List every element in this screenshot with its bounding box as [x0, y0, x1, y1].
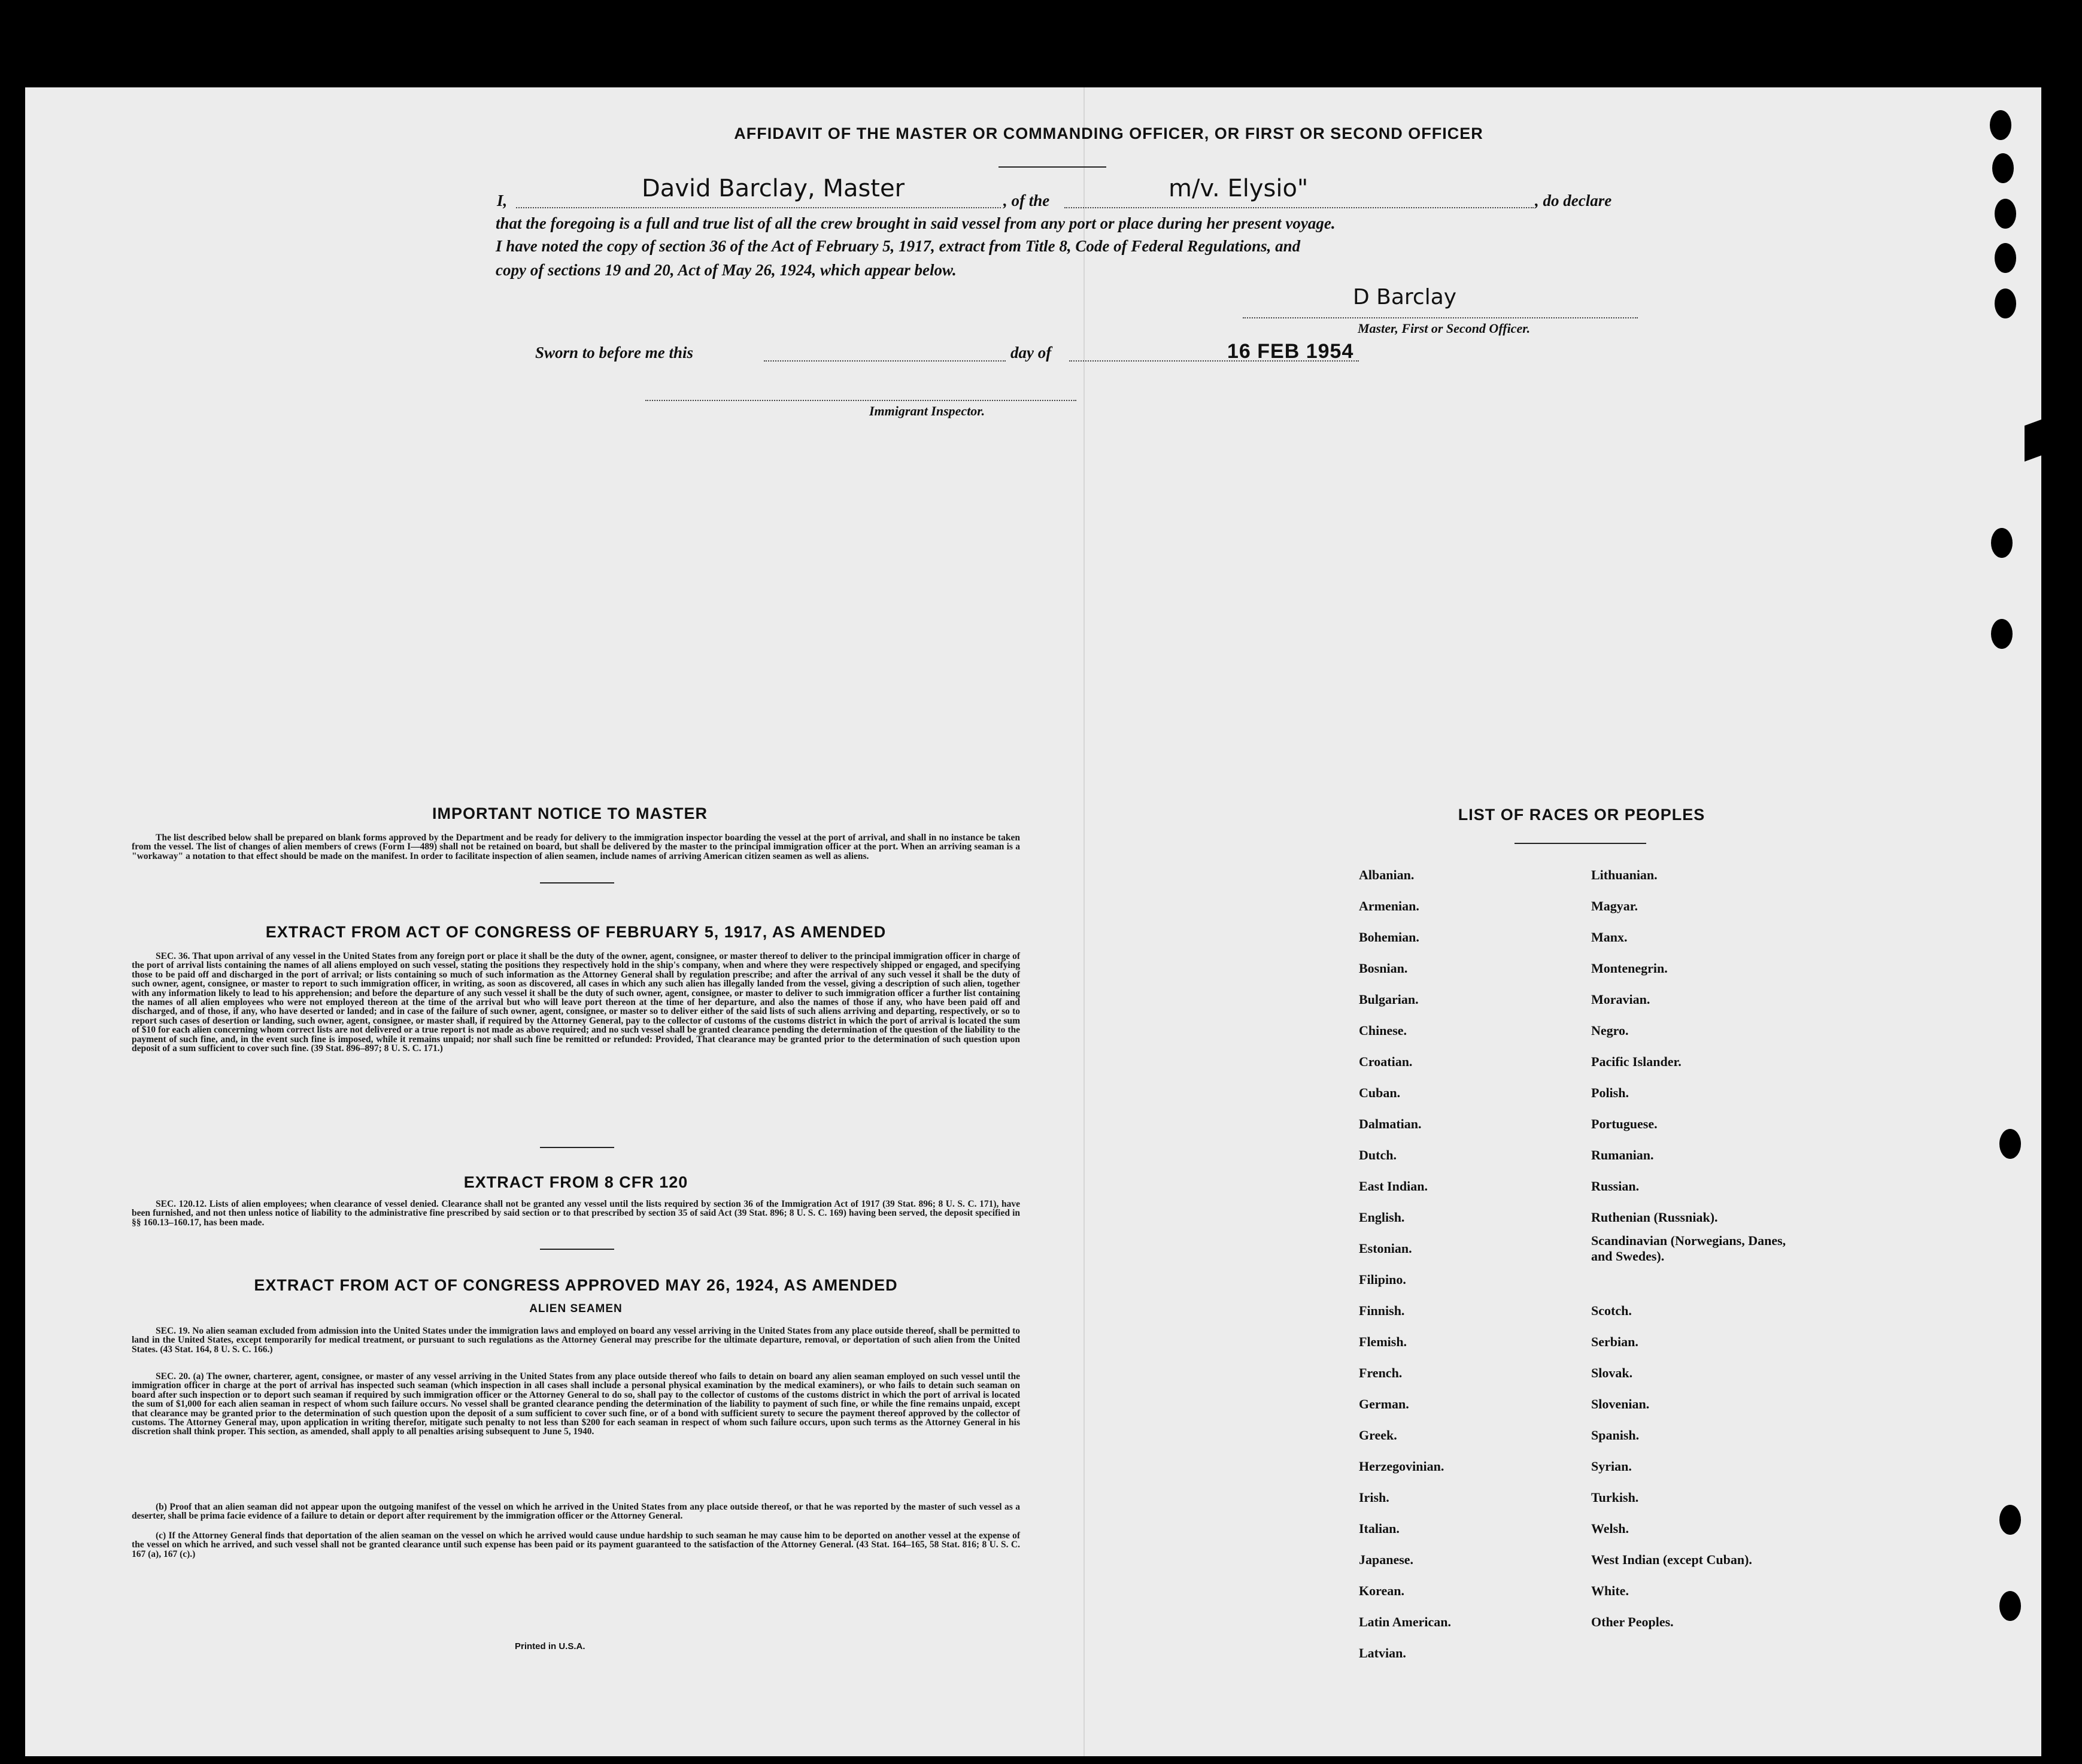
punch-hole — [1992, 153, 2014, 183]
sworn-day-line — [764, 360, 1006, 362]
declaration-line-2: that the foregoing is a full and true list of all the crew brought in said vessel from any port or place during her present voyage. — [496, 214, 1336, 232]
inspector-signature-line — [645, 400, 1076, 401]
notice-body: The list described below shall be prepared on blank forms approved by the Department and be ready for delivery to the immigration inspector boarding the vessel at the port of arrival, and shall in no instance be taken from the vessel. The list of changes of alien members of crews (Form I—489) shall not be retained on board, but shall be delivered by the master to the principal immigration officer at the port. When an arriving seaman is a "workaway" a notation to that effect should be made on the manifest. In order to facilitate inspection of alien seamen, include names of arriving American citizen seamen as well as aliens. — [132, 833, 1020, 861]
race-item: Manx. — [1591, 930, 1628, 945]
race-item: Scandinavian (Norwegians, Danes, and Swedes). — [1591, 1233, 1786, 1264]
race-item: Pacific Islander. — [1591, 1054, 1682, 1069]
race-item: French. — [1359, 1365, 1403, 1380]
race-item: Ruthenian (Russniak). — [1591, 1210, 1718, 1225]
race-item: Albanian. — [1359, 867, 1415, 882]
race-item: German. — [1359, 1396, 1409, 1411]
race-item: Bulgarian. — [1359, 992, 1419, 1007]
extract-1924-subtitle: ALIEN SEAMEN — [529, 1302, 623, 1315]
races-column-1 — [1359, 860, 1574, 1669]
master-signature: D Barclay — [1353, 285, 1457, 309]
race-item: Spanish. — [1591, 1428, 1640, 1443]
race-item: Welsh. — [1591, 1521, 1629, 1536]
race-item: Latin American. — [1359, 1614, 1451, 1629]
race-item: Moravian. — [1591, 992, 1650, 1007]
page-fold — [1084, 87, 1085, 1756]
race-item: East Indian. — [1359, 1179, 1428, 1194]
race-item: Scotch. — [1591, 1303, 1632, 1318]
master-name-handwritten: David Barclay, Master — [642, 175, 905, 202]
declaration-do-declare: , do declare — [1535, 192, 1612, 210]
extract-1924-sec20b: (b) Proof that an alien seaman did not appear upon the outgoing manifest of the vessel on which he arrived in the United States from any place outside thereof, or that he was reported by the master of such vessel as a deserter, shall be prima facie evidence of a failure to detain or deport after requirement by the immigration officer or the Attorney General. — [132, 1502, 1020, 1522]
race-item: Japanese. — [1359, 1552, 1414, 1567]
inspector-caption: Immigrant Inspector. — [869, 403, 985, 418]
race-item: Herzegovinian. — [1359, 1459, 1444, 1474]
punch-hole — [1999, 1591, 2021, 1621]
race-item: Slovak. — [1591, 1365, 1633, 1380]
notice-title: IMPORTANT NOTICE TO MASTER — [432, 804, 708, 822]
race-item: Bosnian. — [1359, 961, 1408, 976]
extract-1924-sec19: SEC. 19. No alien seaman excluded from admission into the United States under the immigration laws and employed on board any vessel arriving in the United States from any place outside thereof, shall be permitted to land in the United States, except temporarily for medical treatment, or pursuant to such regulations as the Attorney General may prescribe for the ultimate departure, removal, or deportation of such alien from the United States. (43 Stat. 164, 8 U. S. C. 166.) — [132, 1326, 1020, 1355]
extract-cfr-title: EXTRACT FROM 8 CFR 120 — [463, 1173, 688, 1191]
vessel-field-line — [1064, 207, 1534, 208]
race-item: Croatian. — [1359, 1054, 1413, 1069]
race-item: Montenegrin. — [1591, 961, 1668, 976]
race-item: Rumanian. — [1591, 1147, 1654, 1162]
race-item: Korean. — [1359, 1583, 1404, 1598]
races-title: LIST OF RACES OR PEOPLES — [1458, 806, 1705, 824]
signature-line — [1243, 317, 1638, 318]
race-item: Latvian. — [1359, 1645, 1406, 1660]
race-item: Other Peoples. — [1591, 1614, 1674, 1629]
race-item: Magyar. — [1591, 898, 1638, 913]
punch-hole — [1991, 619, 2013, 649]
punch-hole — [1999, 1505, 2021, 1535]
race-item: Dutch. — [1359, 1147, 1397, 1162]
race-item: Syrian. — [1591, 1459, 1632, 1474]
divider — [998, 166, 1106, 168]
race-item: Cuban. — [1359, 1085, 1401, 1100]
punch-hole — [1990, 110, 2011, 140]
race-item: Bohemian. — [1359, 930, 1419, 945]
punch-hole — [1995, 243, 2016, 273]
race-item: Negro. — [1591, 1023, 1629, 1038]
race-item: Lithuanian. — [1591, 867, 1658, 882]
extract-1924-title: EXTRACT FROM ACT OF CONGRESS APPROVED MAY 26, 1924, AS AMENDED — [254, 1276, 898, 1294]
extract-cfr-body: SEC. 120.12. Lists of alien employees; when clearance of vessel denied. Clearance shall not be granted any vessel until the lists required by section 36 of the Immigration Act of 1917 (39 Stat. 896; 8 U. S. C. 171), have been furnished, and not then unless notice of liability to the administrative fine prescribed by said section or to that prescribed by section 35 of said Act (39 Stat. 896; 8 U. S. C. 169) having been served, the deposit specified in §§ 160.13–160.17, has been made. — [132, 1199, 1020, 1228]
punch-hole — [1995, 289, 2016, 318]
divider — [540, 1147, 614, 1148]
race-item: Greek. — [1359, 1428, 1397, 1443]
divider — [1515, 843, 1646, 844]
race-item: Dalmatian. — [1359, 1116, 1422, 1131]
declaration-of-the: , of the — [1003, 192, 1050, 210]
race-item: Italian. — [1359, 1521, 1400, 1536]
extract-1917-body: SEC. 36. That upon arrival of any vessel in the United States from any foreign port or place it shall be the duty of the owner, agent, consignee, or master thereof to deliver to the principal immigration officer in charge of the port of arrival lists containing the names of all aliens employed on such vessel, stating the positions they respectively hold in the ship's company, when and where they were respectively shipped or engaged, and specifying those to be paid off and discharged in the port of arrival; or lists containing so much of such information as the Attorney General shall by regulation prescribe; and after the arrival of any such vessel it shall be the duty of such owner, agent, consignee, or master to report to such immigration officer, in writing, as soon as discovered, all cases in which any such alien has illegally landed from the vessel, giving a description of such alien, together with any information likely to lead to his apprehension; and before the departure of any such vessel it shall be the duty of such owner, agent, consignee, or master to deliver to such immigration officer a further list containing the names of all alien employees who were not employed thereon at the time of the arrival but who will leave port thereon at the time of her departure, and also the names of those if any, who have been paid off and discharged, and of those, if any, who have deserted or landed; and in case of the failure of such owner, agent, consignee, or master so to deliver either of the said lists of such aliens arriving and departing, respectively, or so to report such cases of desertion or landing, such owner, agent, consignee, or master shall, if required by the Attorney General, pay to the collector of customs of the customs district in which the port of arrival is located the sum of $10 for each alien concerning whom correct lists are not delivered or a true report is not made as above required; and no such vessel shall be granted clearance pending the determination of the question of the liability to the payment of such fine, and, in the event such fine is imposed, while it remains unpaid; nor shall such fine be remitted or refunded: Provided, That clearance may be granted prior to the determination of such question upon deposit of a sum sufficient to cover such fine. (39 Stat. 896–897; 8 U. S. C. 171.) — [132, 951, 1020, 1054]
signature-caption: Master, First or Second Officer. — [1358, 321, 1531, 336]
race-item: English. — [1359, 1210, 1405, 1225]
race-item: Chinese. — [1359, 1023, 1407, 1038]
extract-1924-sec20a: SEC. 20. (a) The owner, charterer, agent, consignee, or master of any vessel arriving in the United States from any place outside thereof who fails to detain on board any alien seaman employed on such vessel until the immigration officer in charge at the port of arrival has inspected such seaman (which inspection in all cases shall include a personal physical examination by the medical examiners), or who fails to detain such seaman on board after such inspection or to deport such seaman if required by such immigration officer or the Attorney General to do so, shall pay to the collector of customs of the customs district in which the port of arrival is located the sum of $1,000 for each alien seaman in respect of whom such failure occurs. No vessel shall be granted clearance pending the determination of the liability to payment of such fine, or while the fine remains unpaid, except that clearance may be granted prior to the determination of such question upon the deposit of a sum sufficient to cover such fine, or of a bond with sufficient surety to secure the payment thereof approved by the collector of customs. The Attorney General may, upon application in writing therefor, mitigate such penalty to not less than $200 for each seaman in respect of whom such failure occurs, upon such terms as the Attorney General in his discretion shall think proper. This section, as amended, shall apply to all penalties arising subsequent to June 5, 1940. — [132, 1371, 1020, 1437]
race-item: Estonian. — [1359, 1241, 1412, 1256]
declaration-line-3: I have noted the copy of section 36 of the Act of February 5, 1917, extract from Title 8, Code of Federal Regulations, and — [496, 237, 1301, 255]
race-item: Polish. — [1591, 1085, 1629, 1100]
race-item: Filipino. — [1359, 1272, 1406, 1287]
affidavit-title: AFFIDAVIT OF THE MASTER OR COMMANDING OFFICER, OR FIRST OR SECOND OFFICER — [734, 125, 1483, 142]
extract-1924-sec20c: (c) If the Attorney General finds that deportation of the alien seaman on the vessel on which he arrived would cause undue hardship to such seaman he may cause him to be deported on another vessel at the expense of the vessel on which he arrived, and such vessel shall not be granted clearance until such expense has been paid or its payment guaranteed to the satisfaction of the Attorney General. (43 Stat. 164–165, 58 Stat. 816; 8 U. S. C. 167 (a), 167 (c).) — [132, 1531, 1020, 1559]
race-item: West Indian (except Cuban). — [1591, 1552, 1752, 1567]
races-column-2 — [1591, 860, 1926, 1638]
date-stamp: 16 FEB 1954 — [1227, 340, 1354, 363]
race-item: Portuguese. — [1591, 1116, 1658, 1131]
vessel-name-handwritten: m/v. Elysio" — [1169, 175, 1309, 202]
race-item: Finnish. — [1359, 1303, 1405, 1318]
declaration-line-4: copy of sections 19 and 20, Act of May 26, 1924, which appear below. — [496, 261, 957, 279]
document-page — [25, 87, 2041, 1756]
divider — [540, 882, 614, 883]
declaration-i-label: I, — [497, 192, 508, 210]
torn-edge — [2025, 420, 2041, 462]
day-of-label: day of — [1010, 344, 1052, 362]
race-item: Flemish. — [1359, 1334, 1407, 1349]
sworn-label: Sworn to before me this — [535, 344, 694, 362]
extract-1917-title: EXTRACT FROM ACT OF CONGRESS OF FEBRUARY 5, 1917, AS AMENDED — [265, 923, 887, 941]
punch-hole — [1995, 199, 2016, 229]
race-item: Serbian. — [1591, 1334, 1638, 1349]
punch-hole — [1999, 1129, 2021, 1159]
punch-hole — [1991, 528, 2013, 558]
race-item: White. — [1591, 1583, 1629, 1598]
name-field-line — [516, 207, 1001, 208]
divider — [540, 1249, 614, 1250]
race-item: Irish. — [1359, 1490, 1389, 1505]
race-item: Armenian. — [1359, 898, 1419, 913]
printed-in-usa: Printed in U.S.A. — [515, 1641, 585, 1651]
race-item: Russian. — [1591, 1179, 1640, 1194]
race-item: Turkish. — [1591, 1490, 1639, 1505]
race-item: Slovenian. — [1591, 1396, 1650, 1411]
